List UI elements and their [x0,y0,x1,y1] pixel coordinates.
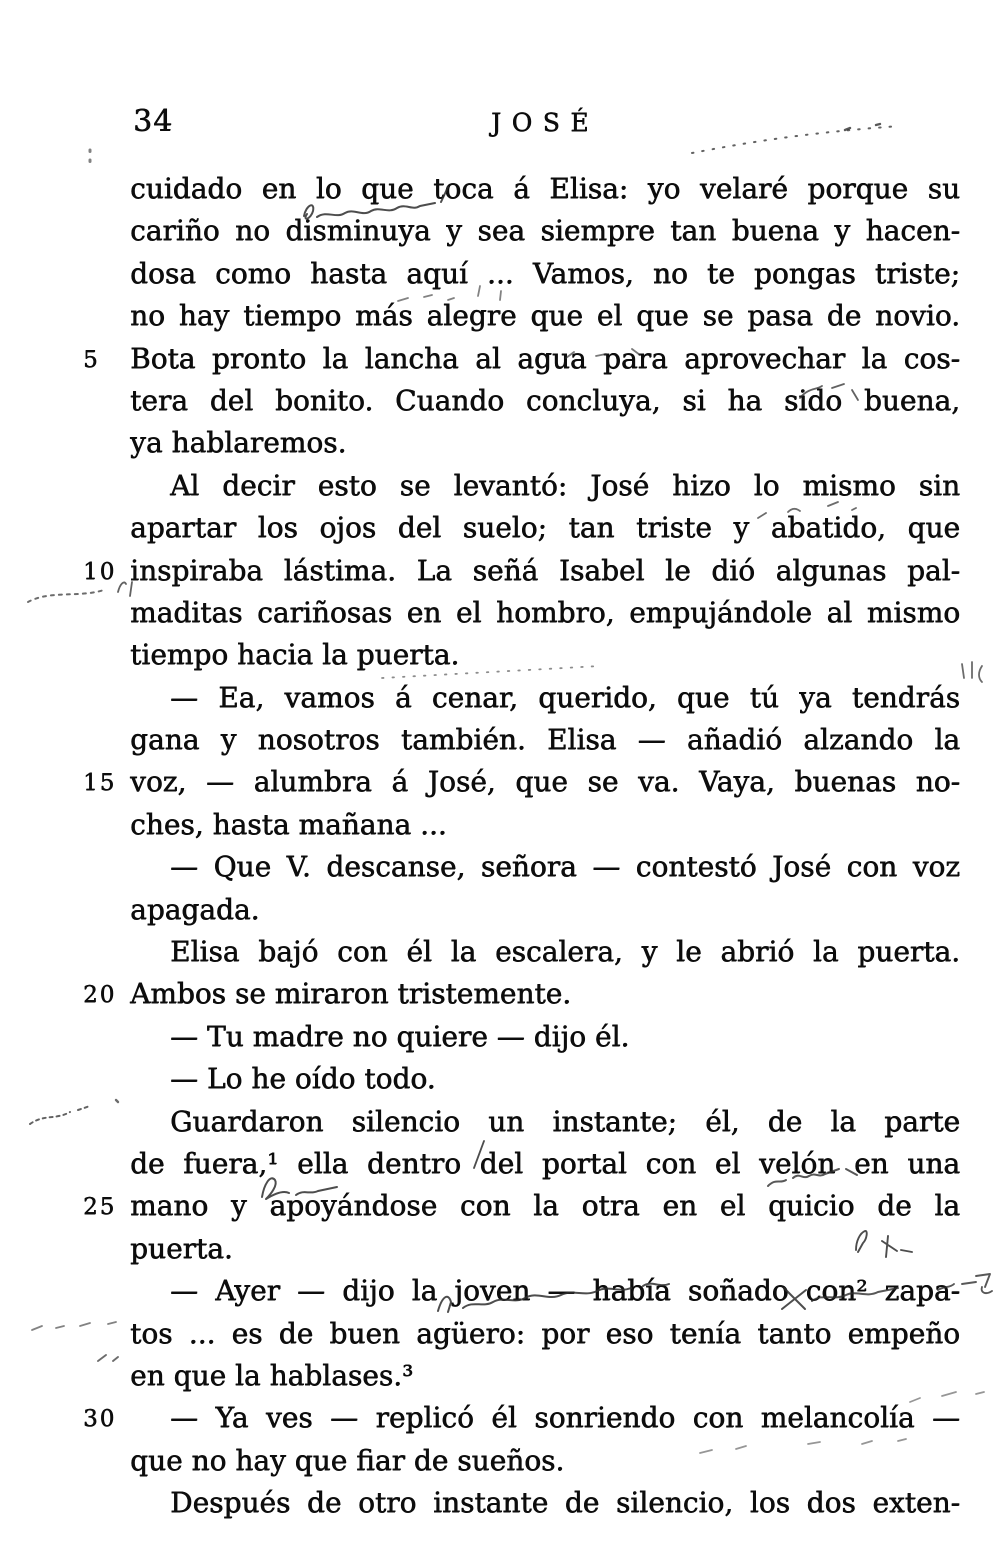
line-text: Después de otro instante de silencio, los dos exten- [170,1486,960,1520]
text-line [83,1185,960,1227]
line-number [83,1059,125,1101]
line-number [83,932,125,974]
text-line [130,253,960,295]
line-number [83,296,125,338]
line-text: tiempo hacia la puerta. [130,638,460,672]
line-text: voz, — alumbra á José, que se va. Vaya, buenas no- [130,765,960,799]
line-number [83,635,125,677]
text-line [130,1228,960,1270]
line-text: — Ea, vamos á cenar, querido, que tú ya tendrás [170,680,960,714]
line-number [83,254,125,296]
line-text: en que la hablases.³ [130,1358,414,1392]
line-text: Guardaron silencio un instante; él, de la parte [170,1104,960,1138]
text-line [130,846,960,888]
text-line [130,719,960,761]
line-text: — Que V. descanse, señora — contestó José con voz [170,850,960,884]
line-text: no hay tiempo más alegre que el que se pasa de novio. [130,299,960,333]
line-text: cuidado en lo que toca á Elisa: yo velaré porque su [130,172,960,205]
line-number [83,847,125,889]
text-line [130,507,960,549]
line-text: dosa como hasta aquí ... Vamos, no te pongas triste; [130,256,960,290]
text-line [130,889,960,931]
text-line [130,295,960,337]
line-text: tos ... es de buen agüero: por eso tenía tanto empeño [130,1316,960,1350]
text-line [130,931,960,973]
line-text: — Ya ves — replicó él sonriendo con melancolía — [170,1401,960,1435]
line-number [83,423,125,465]
text-line [130,168,960,210]
line-text: — Ayer — dijo la joven — había soñado con² zapa- [170,1274,960,1308]
line-number [83,678,125,720]
text-line [130,380,960,422]
text-line [130,1143,960,1185]
text-line [83,550,960,592]
line-number [83,211,125,253]
line-text: — Lo he oído todo. [170,1062,436,1096]
line-text: — Tu madre no quiere — dijo él. [170,1019,630,1053]
line-number: 10 [83,558,117,585]
page-header [130,104,960,148]
text-line [83,761,960,803]
text-line [130,1355,960,1397]
line-number [83,508,125,550]
text-line [130,634,960,676]
line-text: apagada. [130,892,260,926]
text-line [130,592,960,634]
line-number [83,1314,125,1356]
line-text: puerta. [130,1231,233,1265]
line-text: cariño no disminuya y sea siempre tan buena y hacen- [130,214,960,248]
line-text: Bota pronto la lancha al agua para aprovechar la cos- [130,341,960,375]
text-line [130,422,960,464]
line-number [83,169,125,211]
line-text: de fuera,¹ ella dentro del portal con el velón en una [130,1146,960,1180]
running-title: JOSÉ [491,108,599,137]
line-number: 30 [83,1406,117,1433]
text-line [130,1482,960,1524]
text-line [130,1440,960,1482]
line-number [83,720,125,762]
line-number [83,1483,125,1525]
line-number [83,805,125,847]
line-number [83,1229,125,1271]
text-line [83,1397,960,1439]
line-number [83,1102,125,1144]
text-line [130,1016,960,1058]
line-number: 5 [83,346,100,373]
line-text: Al decir esto se levantó: José hizo lo mismo sin [170,468,960,502]
line-number: 25 [83,1194,117,1221]
text-line [130,1270,960,1312]
line-number [83,466,125,508]
line-text: que no hay que fiar de sueños. [130,1443,565,1477]
line-number [83,381,125,423]
line-number [83,1441,125,1483]
text-line [130,804,960,846]
line-number [83,1144,125,1186]
line-number [83,593,125,635]
text-line [130,1058,960,1100]
line-number: 15 [83,770,117,797]
page-number: 34 [133,104,174,139]
line-number [83,1017,125,1059]
text-line [130,1313,960,1355]
line-text: gana y nosotros también. Elisa — añadió alzando la [130,723,960,757]
text-line [83,973,960,1015]
line-number: 20 [83,982,117,1009]
line-number [83,1356,125,1398]
line-number [83,890,125,932]
line-text: mano y apoyándose con la otra en el quicio de la [130,1189,960,1223]
line-text: ches, hasta mañana ... [130,807,447,841]
line-text: inspiraba lástima. La señá Isabel le dió algunas pal- [130,553,960,587]
right-margin-tick-line-13 [962,662,982,682]
line-text: Elisa bajó con él la escalera, y le abrió la puerta. [170,935,960,969]
line-text: tera del bonito. Cuando concluya, si ha sido buena, [130,383,960,417]
text-line [130,465,960,507]
text-line [83,338,960,380]
text-line [130,1101,960,1143]
line-text: maditas cariñosas en el hombro, empujándole al mismo [130,595,960,629]
line-text: apartar los ojos del suelo; tan triste y abatido, que [130,511,960,545]
text-line [130,677,960,719]
left-margin-scribble-line-23 [30,1106,90,1124]
line-text: Ambos se miraron tristemente. [130,977,572,1011]
line-text: ya hablaremos. [130,426,347,460]
line-number [83,1271,125,1313]
body-text [83,168,960,1525]
text-line [130,210,960,252]
